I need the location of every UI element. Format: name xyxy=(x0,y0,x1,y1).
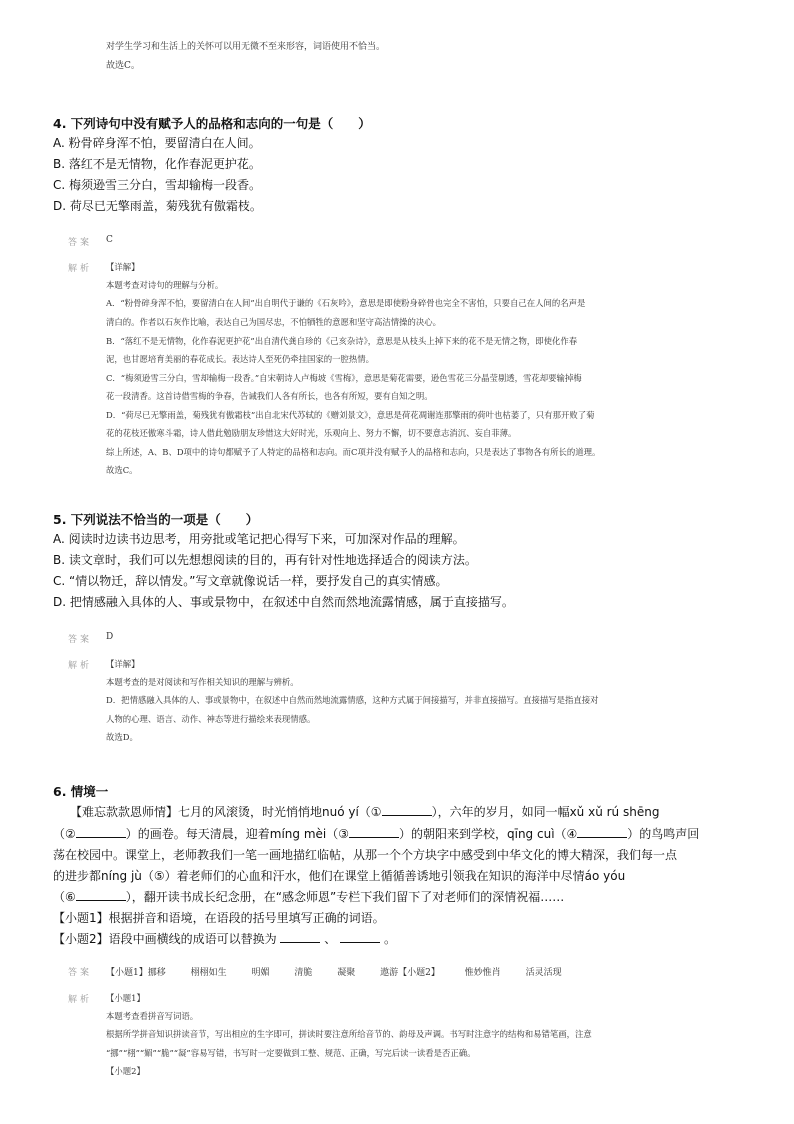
blank-2[interactable] xyxy=(76,825,126,838)
q4-explain-line: B．“落红不是无情物，化作春泥更护花”出自清代龚自珍的《己亥杂诗》，意思是从枝头上掉下来的花不是无情之物，即使化作春 xyxy=(106,336,578,346)
q6-answer-item: 【小题1】挪移 xyxy=(106,968,166,978)
q4-option-a: A. 粉骨碎身浑不怕，要留清白在人间。 xyxy=(53,136,261,150)
q4-explain-line: C．“梅须逊雪三分白，雪却输梅一段香。”自宋朝诗人卢梅坡《雪梅》，意思是菊花需要，逊色雪花三分晶莹剔透，雪花却要输掉梅 xyxy=(106,373,582,383)
q6-explain-line: 根据所学拼音知识拼读音节，写出相应的生字即可，拼读时要注意所给音节的、韵母及声调。书写时注意字的结构和易错笔画，注意 xyxy=(106,1029,592,1039)
q5-option-b: B. 读文章时，我们可以先想想阅读的目的，再有针对性地选择适合的阅读方法。 xyxy=(53,553,477,567)
q6-answer-label: 答案 xyxy=(68,968,93,978)
q4-explain-line: D．“荷尽已无擎雨盖，菊残犹有傲霜枝”出自北宋代苏轼的《赠刘景文》，意思是荷花凋谢连那擎雨的荷叶也枯萎了，只有那开败了菊 xyxy=(106,410,595,420)
q5-explain-line: 本题考查的是对阅读和写作相关知识的理解与辨析。 xyxy=(106,677,299,687)
blank-3[interactable] xyxy=(349,825,399,838)
q4-explain-line: 清白的。作者以石灰作比喻，表达自己为国尽忠，不怕牺牲的意愿和坚守高洁情操的决心。 xyxy=(106,317,441,327)
blank-1[interactable] xyxy=(382,803,432,816)
q5-explain-line: 人物的心理、语言、动作、神态等进行描绘来表现情感。 xyxy=(106,714,316,724)
q4-explain-line: 本题考查对诗句的理解与分析。 xyxy=(106,280,224,290)
q4-option-d: D. 荷尽已无擎雨盖，菊残犹有傲霜枝。 xyxy=(53,199,262,213)
prev-explain-line: 对学生学习和生活上的关怀可以用无微不至来形容，词语使用不恰当。 xyxy=(106,42,386,52)
q4-explain-line: A．“粉骨碎身浑不怕，要留清白在人间”出自明代于谦的《石灰吟》，意思是即使粉身碎骨也完全不害怕，只要自己在人间的名声是 xyxy=(106,298,586,308)
q5-title: 5. 下列说法不恰当的一项是（ ） xyxy=(53,512,259,527)
q5-explain-line: 故选D。 xyxy=(106,732,138,742)
q4-explain-line: 故选C。 xyxy=(106,465,138,475)
q6-answer-item: 惟妙惟肖 xyxy=(464,968,501,978)
q4-explain-line: 花的花枝还傲寒斗霜，诗人借此勉励朋友珍惜这大好时光，乐观向上、努力不懈，切不要意志消沉、妄自菲薄。 xyxy=(106,428,517,438)
q6-paragraph-line: 的进步都níng jù（⑤）着老师们的心血和汗水，他们在课堂上循循善诱地引领我在知识的海洋中尽情áo yóu xyxy=(53,869,626,883)
prev-conclusion: 故选C。 xyxy=(106,61,140,71)
q6-explain-label: 解析 xyxy=(68,995,93,1005)
q5-option-d: D. 把情感融入具体的人、事或景物中，在叙述中自然而然地流露情感，属于直接描写。 xyxy=(53,595,514,609)
q4-explain-line: 【详解】 xyxy=(106,262,140,272)
q5-explain-line: 【详解】 xyxy=(106,659,140,669)
q4-explain-line: 综上所述，A、B、D项中的诗句都赋予了人特定的品格和志向。而C项并没有赋予人的品格和志向，只是表达了事物各有所长的道理。 xyxy=(106,447,601,457)
q6-paragraph-line: 【难忘款款恩师情】七月的风滚烫，时光悄悄地nuó yí（① ），六年的岁月，如同一幅xǔ xǔ rú shēng xyxy=(70,805,660,819)
q5-answer-label: 答案 xyxy=(68,635,93,645)
q5-explain-label: 解析 xyxy=(68,661,93,671)
q4-explain-line: 泥，也甘愿培育美丽的春花成长。表达诗人至死仍牵挂国家的一腔热情。 xyxy=(106,354,374,364)
q4-option-c: C. 梅须逊雪三分白，雪却输梅一段香。 xyxy=(53,178,262,192)
blank-4[interactable] xyxy=(577,825,627,838)
q6-answer-item: 清脆 xyxy=(294,968,313,978)
q6-answers xyxy=(106,965,584,978)
q6-title: 6. 情境一 xyxy=(53,784,109,799)
q6-explain-line: 【小题2】 xyxy=(106,1066,145,1076)
q5-explain-line: D．把情感融入具体的人、事或景物中，在叙述中自然而然地流露情感，这种方式属于间接描写，并非直接描写。直接描写是指直接对 xyxy=(106,695,599,705)
q6-answer-item: 明媚 xyxy=(251,968,270,978)
q4-option-b: B. 落红不是无情物，化作春泥更护花。 xyxy=(53,157,261,171)
blank-sub2-a[interactable] xyxy=(280,930,320,943)
blank-6[interactable] xyxy=(76,888,126,901)
q6-explain-line: “挪”“栩”“媚”“脆”“凝”容易写错，书写时一定要做到工整、规范、正确，写完后读一读看是否正确。 xyxy=(106,1048,476,1058)
q4-explain-label: 解析 xyxy=(68,264,93,274)
q6-paragraph-line: （② ）的画卷。每天清晨，迎着míng mèi（③ ）的朝阳来到学校，qīng cuì（④ ）的鸟鸣声回 xyxy=(53,827,700,841)
q6-paragraph-line: （⑥ ），翻开读书成长纪念册，在“感念师恩”专栏下我们留下了对老师们的深情祝福…… xyxy=(53,890,565,904)
q6-subquestion-1: 【小题1】根据拼音和语境，在语段的括号里填写正确的词语。 xyxy=(53,911,385,925)
q6-answer-item: 栩栩如生 xyxy=(190,968,227,978)
q6-explain-line: 【小题1】 xyxy=(106,993,145,1003)
q6-answer-item: 凝聚 xyxy=(337,968,356,978)
q4-answer-label: 答案 xyxy=(68,238,93,248)
q4-title: 4. 下列诗句中没有赋予人的品格和志向的一句是（ ） xyxy=(53,116,371,131)
q6-paragraph-line: 荡在校园中。课堂上，老师教我们一笔一画地描红临帖，从那一个个方块字中感受到中华文化的博大精深，我们每一点 xyxy=(53,848,678,862)
q6-answer-item: 遨游【小题2】 xyxy=(380,968,440,978)
q5-answer: D xyxy=(106,632,114,642)
q4-explain-line: 花一段清香。这首诗借雪梅的争春，告诫我们人各有所长，也各有所短，要有自知之明。 xyxy=(106,391,433,401)
blank-sub2-b[interactable] xyxy=(340,930,380,943)
q5-option-a: A. 阅读时边读书边思考，用旁批或笔记把心得写下来，可加深对作品的理解。 xyxy=(53,532,465,546)
q6-explain-line: 本题考查看拼音写词语。 xyxy=(106,1011,199,1021)
q6-subquestion-2: 【小题2】语段中画横线的成语可以替换为 、 。 xyxy=(53,932,396,946)
q6-answer-item: 活灵活现 xyxy=(525,968,562,978)
q4-answer: C xyxy=(106,235,113,245)
q5-option-c: C. “情以物迁，辞以情发。”写文章就像说话一样，要抒发自己的真实情感。 xyxy=(53,574,448,588)
